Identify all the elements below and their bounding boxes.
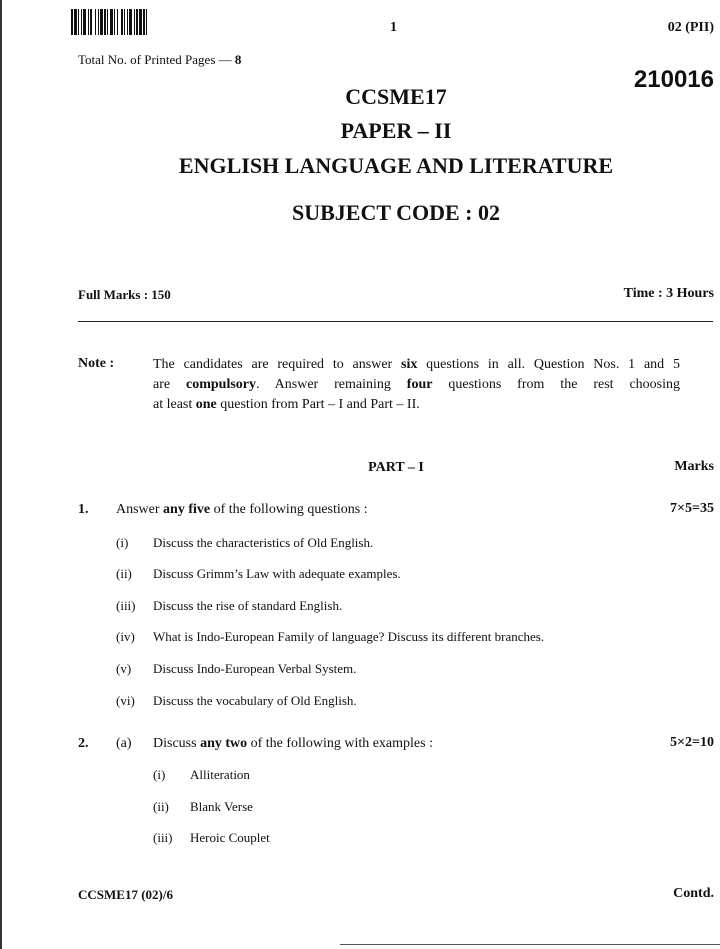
note-body: [153, 355, 680, 415]
sub-question-text: Discuss the rise of standard English.: [153, 598, 343, 613]
note-text: . Answer remaining: [256, 377, 407, 392]
sub-question-text: Blank Verse: [190, 799, 253, 814]
question-marks: 5×2=10: [670, 735, 714, 750]
note-text: question from Part – I and Part – II.: [216, 397, 420, 412]
sub-question-text: Discuss Indo-European Verbal System.: [153, 661, 357, 676]
note-text: are: [153, 377, 187, 392]
paper-code: 02 (PII): [667, 20, 714, 35]
question-text-part: Discuss: [153, 736, 201, 751]
note-text: at least: [153, 397, 196, 412]
question-text: [116, 502, 368, 518]
note-label: Note :: [78, 356, 115, 371]
sub-question-index: (ii): [153, 799, 169, 814]
subject-title: ENGLISH LANGUAGE AND LITERATURE: [178, 153, 614, 178]
continued-label: Contd.: [673, 886, 714, 901]
question-text-part: Answer: [116, 502, 164, 517]
page-number: 1: [390, 20, 397, 35]
question-text-part: of the following with examples :: [247, 736, 433, 751]
question-emphasis: any five: [163, 502, 211, 517]
sub-question-index: (iv): [116, 629, 135, 644]
sub-question-text: Discuss the vocabulary of Old English.: [153, 693, 357, 708]
note-line-3: [153, 395, 680, 415]
barcode: [71, 9, 231, 35]
subject-code: SUBJECT CODE : 02: [291, 200, 501, 225]
question-emphasis: any two: [200, 736, 248, 751]
sub-question-index: (iii): [153, 830, 173, 845]
question-text: [153, 736, 433, 752]
question-number: 1.: [78, 502, 89, 517]
divider: [78, 321, 713, 322]
note-emphasis: six: [401, 357, 418, 372]
exam-code: CCSME17: [345, 84, 447, 109]
note-emphasis: one: [195, 397, 217, 412]
sub-question-index: (ii): [116, 566, 132, 581]
note-emphasis: four: [406, 377, 433, 392]
printed-pages-prefix: Total No. of Printed Pages —: [78, 52, 235, 67]
paper-title: PAPER – II: [340, 118, 452, 143]
sub-question-index: (i): [153, 767, 166, 782]
sub-question-index: (vi): [116, 693, 135, 708]
note-emphasis: compulsory: [186, 377, 257, 392]
note-line-2: [153, 375, 680, 395]
marks-heading: Marks: [674, 459, 714, 474]
note-text: The candidates are required to answer: [153, 357, 402, 372]
sub-question-text: Discuss Grimm’s Law with adequate examples.: [153, 566, 401, 581]
question-number: 2.: [78, 736, 89, 751]
sub-question-text: Discuss the characteristics of Old English.: [153, 535, 374, 550]
sub-question-text: What is Indo-European Family of language? Discuss its different branches.: [153, 629, 545, 644]
printed-pages-count: 8: [234, 52, 242, 67]
sub-question-text: Alliteration: [190, 767, 250, 782]
sub-question-index: (v): [116, 661, 132, 676]
part-heading: PART – I: [368, 460, 424, 475]
time-allowed: Time : 3 Hours: [623, 286, 714, 301]
note-text: questions from the rest choosing: [432, 377, 681, 392]
question-part-label: (a): [116, 736, 132, 751]
bottom-rule: [340, 944, 720, 945]
note-text: questions in all. Question Nos. 1 and 5: [417, 357, 680, 372]
question-marks: 7×5=35: [670, 501, 714, 516]
sub-question-text: Heroic Couplet: [190, 830, 270, 845]
sub-question-index: (i): [116, 535, 129, 550]
full-marks: Full Marks : 150: [78, 287, 171, 302]
printed-pages-line: [78, 52, 241, 68]
barcode-bar: [147, 9, 150, 35]
question-text-part: of the following questions :: [210, 502, 368, 517]
note-line-1: [153, 355, 680, 375]
footer-code: CCSME17 (02)/6: [78, 887, 173, 902]
serial-number: 210016: [633, 66, 714, 93]
sub-question-index: (iii): [116, 598, 136, 613]
